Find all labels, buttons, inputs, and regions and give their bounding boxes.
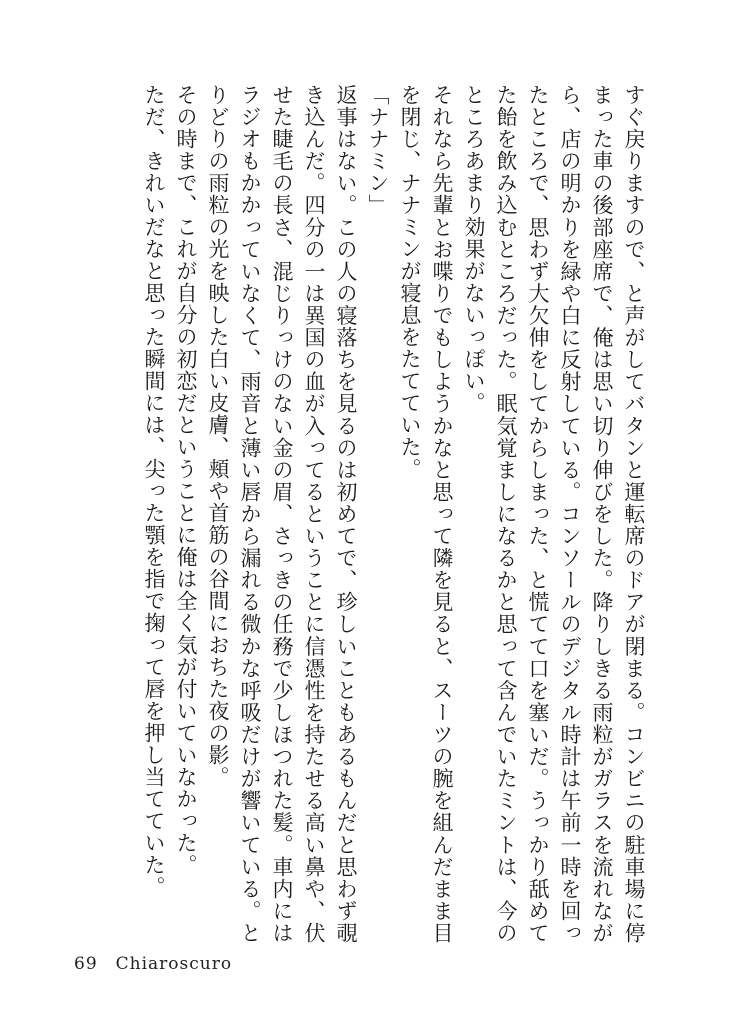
paragraph-4: 返事はない。この人の寝落ちを見るのは初めてで、珍しいこともあるもんだと思わず覗き込んだ。四分の一は異国の血が入ってるということに信憑性を持たせる高い鼻や、伏せた睫毛の長さ、混じりっけのない金の眉、さっきの任務で少しほつれた髪。車内にはラジオもかかっていなくて、雨音と薄い唇から漏れる微かな呼吸だけが響いている。とりどりの雨粒の光を映した白い皮膚、頬や首筋の谷間におちた夜の影。	[206, 84, 358, 944]
page-number: 69	[74, 954, 98, 974]
paragraph-2: それなら先輩とお喋りでもしようかなと思って隣を見ると、スーツの腕を組んだまま目を閉じ、ナナミンが寝息をたてていた。	[398, 84, 454, 944]
vertical-text-body	[70, 84, 650, 944]
paragraph-5: その時まで、これが自分の初恋だということに俺は全く気が付いていなかった。	[174, 84, 198, 876]
paragraph-3: 「ナナミン」	[366, 84, 390, 216]
paragraph-1: すぐ戻りますので、と声がしてバタンと運転席のドアが閉まる。コンビニの駐車場に停まった車の後部座席で、俺は思い切り伸びをした。降りしきる雨粒がガラスを流れながら、店の明かりを緑や白に反射している。コンソールのデジタル時計は午前一時を回ったところで、思わず大欠伸をしてからしまった、と慌てて口を塞いだ。うっかり舐めてた飴を飲み込むところだった。眠気覚ましになるかと思って含んでいたミントは、今のところあまり効果がないっぽい。	[462, 84, 646, 944]
book-title: Chiaroscuro	[115, 954, 233, 974]
page-footer	[74, 954, 232, 974]
paragraph-6: ただ、きれいだなと思った瞬間には、尖った顎を指で掬って唇を押し当てていた。	[142, 84, 166, 898]
